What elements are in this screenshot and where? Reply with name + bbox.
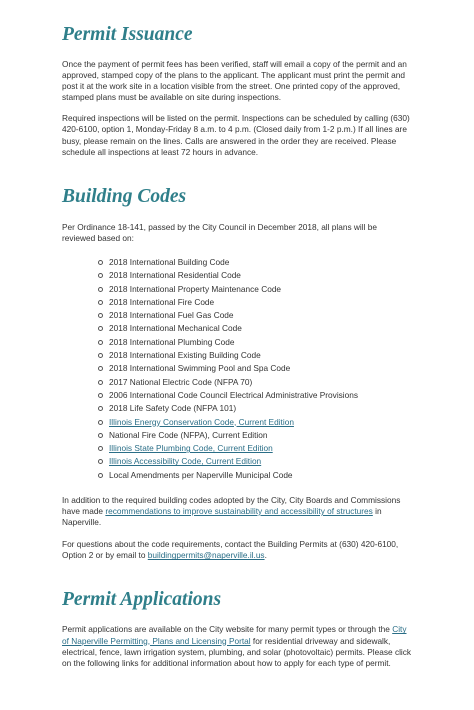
email-link[interactable]: buildingpermits@naperville.il.us [147,550,265,561]
page-content [0,24,474,669]
list-item: 2018 International Fire Code [98,296,412,309]
permit-issuance-heading: Permit Issuance [62,24,193,45]
list-item-link [98,416,412,429]
plumbing-code-link[interactable]: Illinois State Plumbing Code, Current Edition [109,443,273,454]
list-item: 2018 International Swimming Pool and Spa Code [98,362,412,375]
list-item-link [98,455,412,468]
codes-paragraph-contact: For questions about the code requirements, contact the Building Permits at (630) 420-6100, Option 2 or by email to buildingpermits@naperville.il.us. [62,539,399,561]
list-item: 2018 International Residential Code [98,269,412,282]
portal-link[interactable]: City of Naperville Permitting, Plans and Licensing Portal [62,624,407,646]
list-item: Local Amendments per Naperville Municipal Code [98,469,412,482]
list-item: 2018 International Mechanical Code [98,322,412,335]
list-item: 2018 International Fuel Gas Code [98,309,412,322]
list-item: 2017 National Electric Code (NFPA 70) [98,376,412,389]
list-item: 2018 International Existing Building Code [98,349,412,362]
list-item: 2018 International Plumbing Code [98,336,412,349]
list-item: 2018 Life Safety Code (NFPA 101) [98,402,412,415]
building-codes-heading: Building Codes [62,185,187,207]
list-item: 2018 International Property Maintenance Code [98,283,412,296]
recommendations-link[interactable]: recommendations to improve sustainability and accessibility of structures [105,506,373,517]
list-item-link [98,442,412,455]
list-item: 2018 International Building Code [98,256,412,269]
codes-intro-paragraph: Per Ordinance 18-141, passed by the City Council in December 2018, all plans will be reviewed based on: [62,221,377,243]
list-item: National Fire Code (NFPA), Current Edition [98,429,412,442]
permit-applications-heading: Permit Applications [62,589,222,611]
codes-paragraph-recommendations: In addition to the required building codes adopted by the City, City Boards and Commissions have made recommendations to improve sustainability and accessibility of structures in Naperville. [62,494,401,528]
issuance-paragraph-1: Once the payment of permit fees has been verified, staff will email a copy of the permit and an approved, stamped copy of the plans to the applicant. The applicant must print the permit and post it at the work site in a location visible from the street. One printed copy of the approved, stamped plans must be available on site during inspections. [62,59,407,103]
building-codes-list [62,256,412,482]
accessibility-code-link[interactable]: Illinois Accessibility Code, Current Edition [109,456,262,467]
applications-paragraph: Permit applications are available on the City website for many permit types or through the City of Naperville Permitting, Plans and Licensing Portal for residential driveway and sidewalk, electrical, fence, lawn irrigation system, plumbing, and solar (photovoltaic) permits. Please click on the following links for additional information about how to apply for each type of permit. [62,624,412,668]
issuance-paragraph-2: Required inspections will be listed on the permit. Inspections can be scheduled by calling (630) 420-6100, option 1, Monday-Friday 8 a.m. to 4 p.m. (Closed daily from 1-2 p.m.) If all lines are busy, please remain on the lines. Calls are answered in the order they are received. Please schedule all inspections at least 72 hours in advance. [62,113,410,157]
energy-conservation-code-link[interactable]: Illinois Energy Conservation Code, Current Edition [109,416,294,427]
list-item: 2006 International Code Council Electrical Administrative Provisions [98,389,412,402]
